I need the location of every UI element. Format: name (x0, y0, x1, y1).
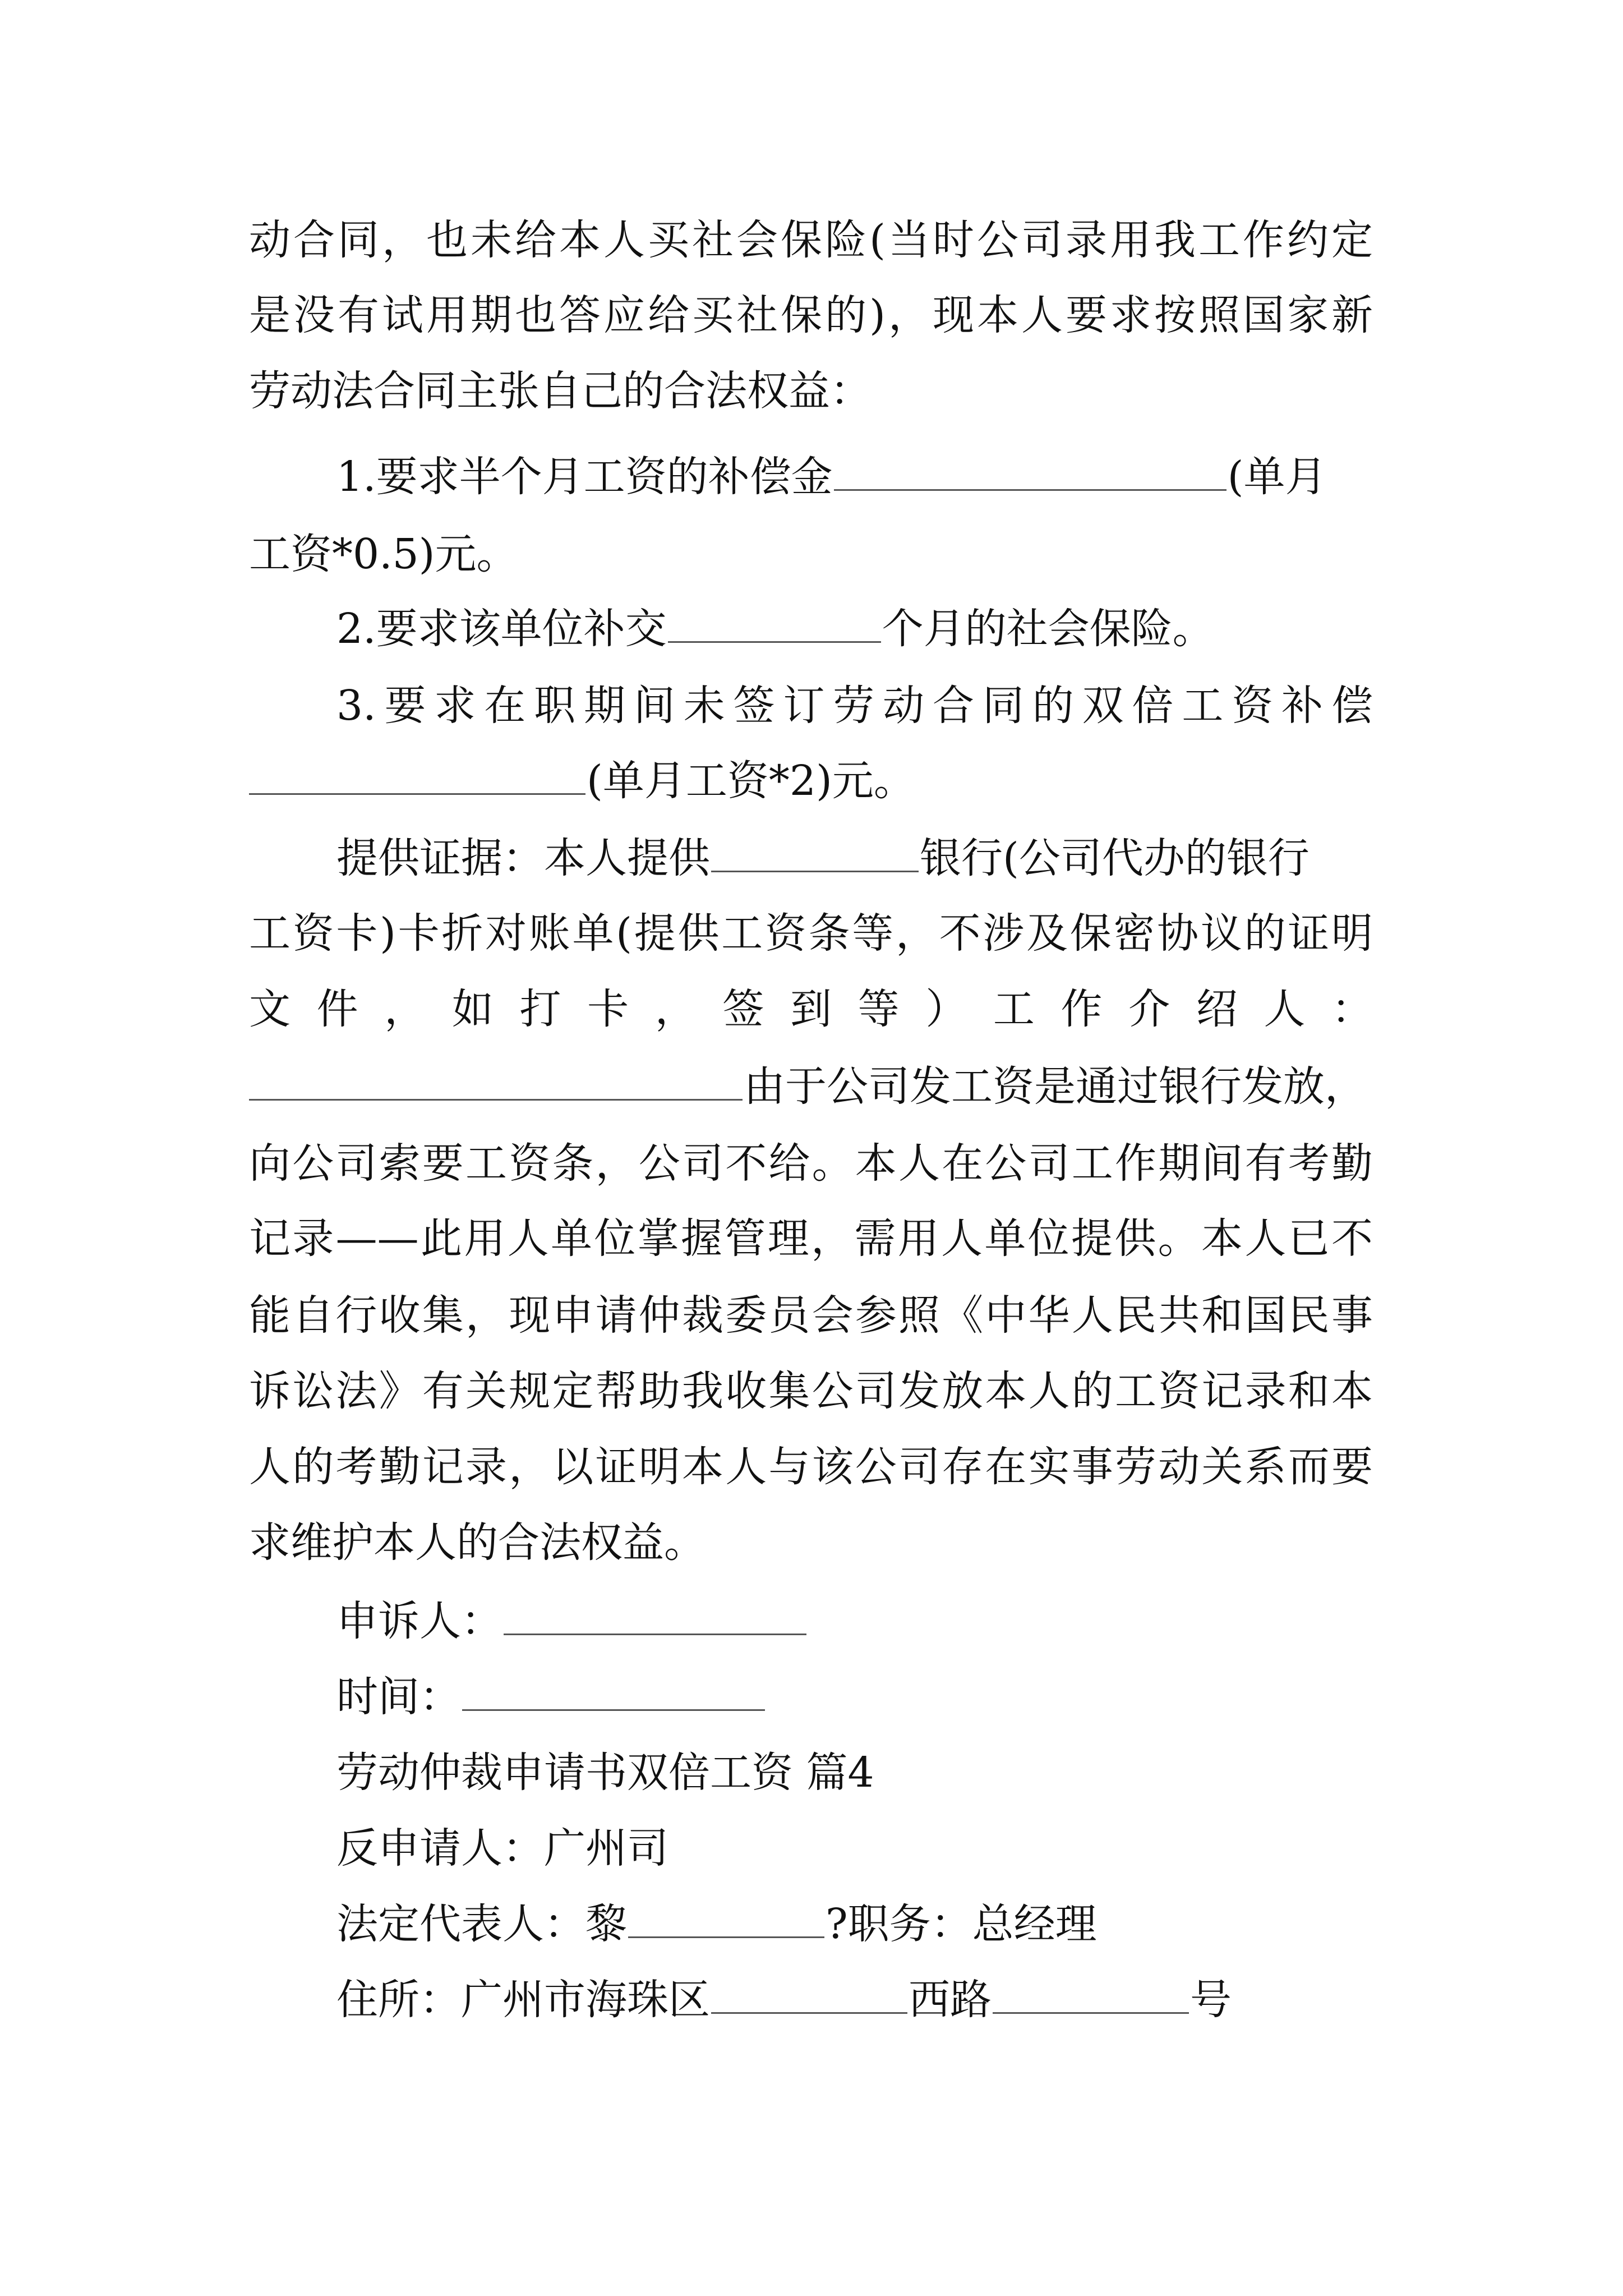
blank-field (711, 835, 919, 872)
paragraph-line: 求维护本人的合法权益。 (249, 1519, 706, 1567)
claim-item-2-text: 2.要求该单位补交 (336, 605, 667, 653)
blank-field (628, 1901, 824, 1938)
counter-applicant-line: 反申请人：广州司 (336, 1824, 668, 1872)
paragraph-line: 工资卡)卡折对账单(提供工资条等，不涉及保密协议的证明 (249, 909, 1373, 958)
blank-field (668, 605, 881, 643)
blank-field (711, 1976, 907, 2014)
paragraph-line: 能自行收集，现申请仲裁委员会参照《中华人民共和国民事 (249, 1291, 1373, 1340)
position-text: ?职务：总经理 (826, 1900, 1097, 1948)
date-line (336, 1669, 1373, 1725)
paragraph-line (249, 1059, 1373, 1115)
appellant-line (336, 1593, 1373, 1649)
section-heading: 劳动仲裁申请书双倍工资 篇4 (336, 1749, 874, 1797)
paragraph-line: 诉讼法》有关规定帮助我收集公司发放本人的工资记录和本 (249, 1367, 1373, 1415)
claim-item-1-suffix: (单月 (1227, 453, 1327, 501)
paragraph-text: 由于公司发工资是通过银行发放， (744, 1062, 1366, 1111)
address-number: 号 (1190, 1976, 1232, 2024)
claim-item-2-suffix: 个月的社会保险。 (882, 605, 1214, 653)
paragraph-line: 动合同，也未给本人买社会保险(当时公司录用我工作约定 (249, 216, 1373, 264)
evidence-line (336, 830, 1373, 886)
legal-rep-label: 法定代表人：黎 (336, 1900, 627, 1948)
claim-item-3-suffix: (单月工资*2)元。 (587, 757, 915, 805)
legal-rep-line (336, 1896, 1373, 1952)
address-road: 西路 (909, 1976, 992, 2024)
address-line (336, 1972, 1373, 2028)
appellant-label: 申诉人： (336, 1597, 502, 1645)
claim-item-3-cont (249, 753, 1373, 809)
address-label: 住所：广州市海珠区 (336, 1976, 710, 2024)
blank-field (993, 1976, 1189, 2014)
blank-field (462, 1673, 765, 1711)
date-label: 时间： (336, 1673, 461, 1721)
evidence-label: 提供证据：本人提供 (336, 834, 710, 882)
blank-field (504, 1598, 806, 1635)
claim-item-1 (336, 449, 1373, 505)
paragraph-line: 是没有试用期也答应给买社保的)，现本人要求按照国家新 (249, 291, 1373, 339)
paragraph-line: 文件，如打卡，签到等）工作介绍人： (249, 985, 1373, 1033)
blank-field (249, 1063, 743, 1101)
evidence-bank: 银行(公司代办的银行 (920, 834, 1310, 882)
paragraph-line: 记录——此用人单位掌握管理，需用人单位提供。本人已不 (249, 1214, 1373, 1263)
blank-field (249, 757, 585, 795)
paragraph-line: 工资*0.5)元。 (249, 530, 518, 578)
paragraph-line: 劳动法合同主张自己的合法权益： (249, 367, 872, 415)
blank-field (834, 453, 1227, 491)
claim-item-1-text: 1.要求半个月工资的补偿金 (336, 453, 833, 501)
paragraph-line: 向公司索要工资条，公司不给。本人在公司工作期间有考勤 (249, 1139, 1373, 1188)
claim-item-2 (336, 601, 1373, 657)
paragraph-line: 人的考勤记录，以证明本人与该公司存在实事劳动关系而要 (249, 1443, 1373, 1491)
claim-item-3: 3.要求在职期间未签订劳动合同的双倍工资补偿 (336, 682, 1373, 730)
